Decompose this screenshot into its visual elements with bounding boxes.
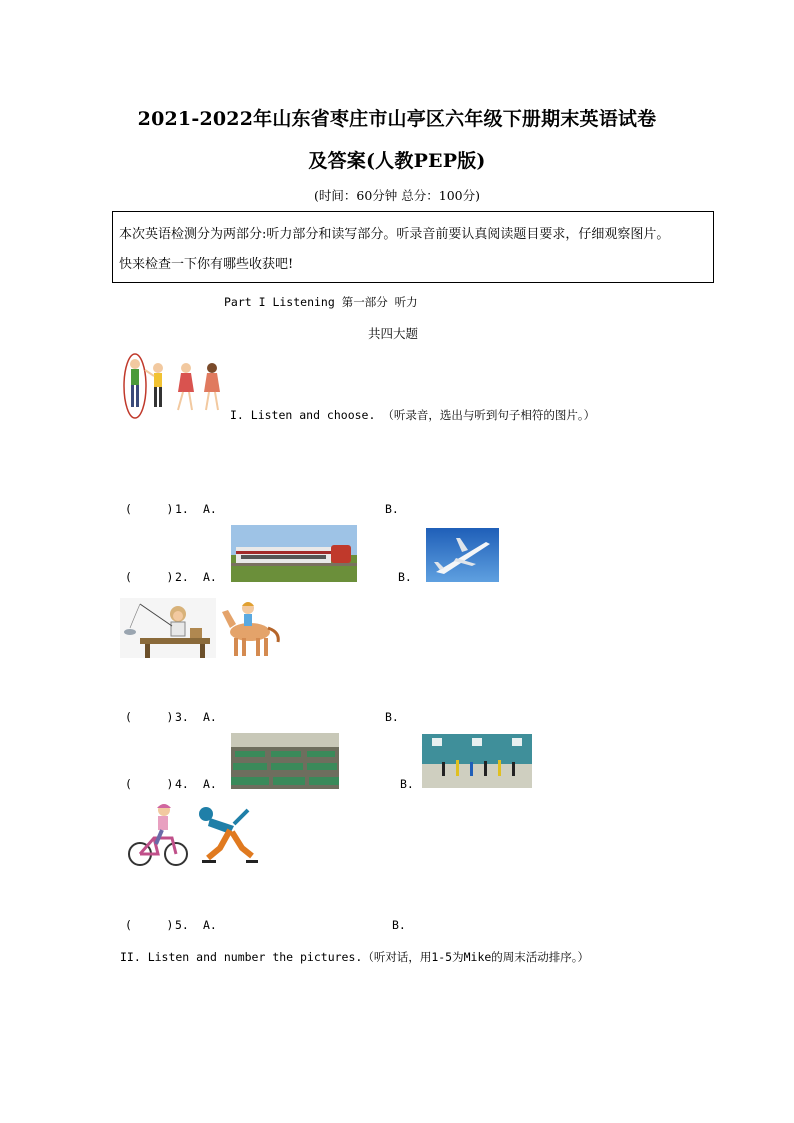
option-a-label-3: A. bbox=[203, 710, 217, 724]
cycling-picture[interactable] bbox=[124, 800, 190, 870]
sub-heading: 共四大题 bbox=[368, 326, 419, 341]
answer-blank-2[interactable]: ( ) bbox=[125, 570, 174, 584]
answer-blank-5[interactable]: ( ) bbox=[125, 918, 174, 932]
question-number-4: 4. bbox=[175, 777, 189, 791]
question-number-3: 3. bbox=[175, 710, 189, 724]
train-picture[interactable] bbox=[231, 525, 357, 582]
part-heading: Part I Listening 第一部分 听力 bbox=[224, 295, 418, 309]
option-b-label-4: B. bbox=[400, 777, 414, 791]
gym-picture[interactable] bbox=[422, 734, 532, 788]
section-1-heading: I. Listen and choose. （听录音，选出与听到句子相符的图片。） bbox=[230, 408, 596, 422]
option-b-label-1: B. bbox=[385, 502, 399, 516]
time-info: (时间：60分钟 总分：100分) bbox=[314, 188, 480, 203]
plane-picture[interactable] bbox=[426, 528, 499, 582]
answer-blank-3[interactable]: ( ) bbox=[125, 710, 174, 724]
horse-riding-picture[interactable] bbox=[216, 598, 282, 658]
option-b-label-3: B. bbox=[385, 710, 399, 724]
section-2-heading: II. Listen and number the pictures.（听对话，用1-5为Mike的周末活动排序。） bbox=[120, 950, 590, 964]
instructions-line2: 快来检查一下你有哪些收获吧! bbox=[119, 257, 294, 272]
option-a-label-5: A. bbox=[203, 918, 217, 932]
answer-blank-1[interactable]: ( ) bbox=[125, 502, 174, 516]
option-a-label-2: A. bbox=[203, 570, 217, 584]
question-number-1: 1. bbox=[175, 502, 189, 516]
kids-illustration bbox=[120, 352, 230, 420]
answer-blank-4[interactable]: ( ) bbox=[125, 777, 174, 791]
option-a-label-1: A. bbox=[203, 502, 217, 516]
option-b-label-5: B. bbox=[392, 918, 406, 932]
instructions-box bbox=[112, 211, 714, 283]
question-number-5: 5. bbox=[175, 918, 189, 932]
option-b-label-2: B. bbox=[398, 570, 412, 584]
document-title-line1: 2021-2022年山东省枣庄市山亭区六年级下册期末英语试卷 bbox=[137, 108, 657, 130]
instructions-line1: 本次英语检测分为两部分:听力部分和读写部分。听录音前要认真阅读题目要求，仔细观察图片。 bbox=[119, 227, 670, 242]
skating-picture[interactable] bbox=[190, 804, 260, 870]
document-title-line2: 及答案(人教PEP版) bbox=[308, 150, 486, 172]
question-number-2: 2. bbox=[175, 570, 189, 584]
option-a-label-4: A. bbox=[203, 777, 217, 791]
canteen-picture[interactable] bbox=[231, 733, 339, 789]
fishing-picture[interactable] bbox=[120, 598, 216, 658]
